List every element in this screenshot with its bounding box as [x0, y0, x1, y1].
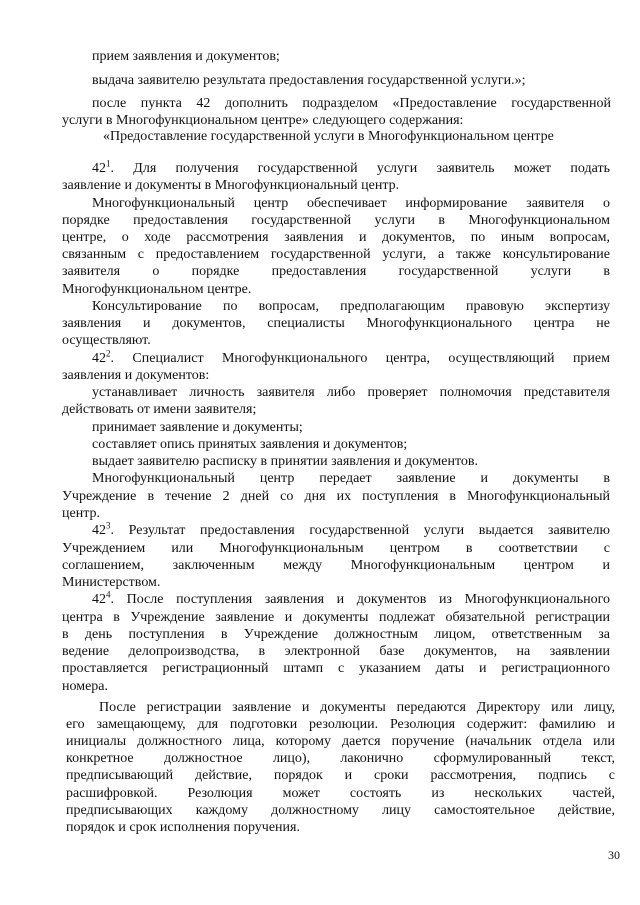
text-line: его замещающему, для подготовки резолюции. Резолюция содержит: фамилию и: [66, 717, 615, 732]
point-number-sup: 3: [106, 520, 111, 531]
point-number-sup: 2: [106, 348, 111, 359]
text-line: расшифровкой. Резолюция может состоять из нескольких частей,: [66, 786, 615, 801]
text-line: заявления и документов:: [62, 368, 210, 383]
text-segment: . После поступления заявления и документов из Многофункционального: [110, 592, 610, 607]
text-segment: . Специалист Многофункционального центра, осуществляющий прием: [110, 351, 610, 366]
text-line: Учреждением или Многофункциональным центром в соответствии с: [62, 541, 610, 556]
point-42-3: [92, 522, 610, 539]
point-42-4: [92, 591, 610, 608]
text-line: заявителя о порядке предоставления государственной услуги в: [62, 264, 610, 279]
text-line: проставляется регистрационный штамп с указанием даты и регистрационного: [62, 661, 610, 676]
text-line: номера.: [62, 679, 109, 694]
text-line: заявления и документов, специалисты Многофункционального центра не: [62, 316, 610, 331]
text-line: Министерством.: [62, 575, 161, 590]
point-number: 42: [92, 523, 106, 538]
text-segment: . Результат предоставления государственной услуги выдается заявителю: [110, 523, 610, 538]
text-line: центре, о ходе рассмотрения заявления и документов, по иным вопросам,: [62, 230, 610, 245]
text-line: соглашением, заключенным между Многофункциональным центром и: [62, 558, 610, 573]
text-line: Многофункциональный центр передает заявление и документы в: [92, 471, 610, 486]
text-line: ведение делопроизводства, в электронной базе документов, на заявлении: [62, 644, 610, 659]
text-line: Многофункциональный центр обеспечивает информирование заявителя о: [92, 196, 610, 211]
point-number: 42: [92, 351, 106, 366]
text-line: После регистрации заявление и документы передаются Директору или лицу,: [99, 700, 615, 715]
point-number: 42: [92, 161, 106, 176]
text-line: прием заявления и документов;: [92, 49, 280, 64]
text-line: предписывающий действие, порядок и сроки рассмотрения, подпись с: [66, 768, 615, 783]
text-line: после пункта 42 дополнить подразделом «Предоставление государственной: [92, 96, 611, 111]
text-line: конкретное должностное лицо), лаконично сформулированный текст,: [66, 751, 615, 766]
point-number-sup: 4: [106, 589, 111, 600]
text-line: заявление и документы в Многофункциональный центр.: [62, 178, 400, 193]
point-number: 42: [92, 592, 106, 607]
text-line: Многофункциональном центре.: [62, 282, 252, 297]
section-heading: «Предоставление государственной услуги в Многофункциональном центре: [103, 129, 554, 144]
text-line: принимает заявление и документы;: [92, 420, 303, 435]
point-42-2: [92, 350, 610, 367]
text-line: связанным с предоставлением государственной услуги, а также консультирование: [62, 247, 610, 262]
text-line: инициалы должностного лица, которому дается поручение (начальник отдела или: [66, 734, 615, 749]
text-line: порядке предоставления государственной услуги в Многофункциональном: [62, 213, 610, 228]
text-line: центр.: [62, 506, 100, 521]
text-line: выдача заявителю результата предоставления государственной услуги.»;: [92, 73, 526, 88]
text-line: Консультирование по вопросам, предполагающим правовую экспертизу: [92, 299, 610, 314]
text-line: осуществляют.: [62, 333, 151, 348]
text-line: выдает заявителю расписку в принятии заявления и документов.: [92, 454, 478, 469]
point-number-sup: 1: [106, 158, 111, 169]
page-number: 30: [608, 848, 620, 862]
text-line: услуги в Многофункциональном центре» следующего содержания:: [62, 113, 464, 128]
text-line: Учреждение в течение 2 дней со дня их поступления в Многофункциональный: [62, 489, 610, 504]
text-line: предписывающих каждому должностному лицу самостоятельное действие,: [66, 803, 615, 818]
text-line: порядок и срок исполнения поручения.: [66, 820, 300, 835]
text-line: устанавливает личность заявителя либо проверяет полномочия представителя: [92, 385, 610, 400]
text-segment: . Для получения государственной услуги заявитель может подать: [110, 161, 610, 176]
text-line: составляет опись принятых заявления и документов;: [92, 437, 408, 452]
point-42-1: [92, 160, 610, 177]
text-line: центра в Учреждение заявление и документы подлежат обязательной регистрации: [62, 610, 610, 625]
text-line: в день поступления в Учреждение должностным лицом, ответственным за: [62, 627, 610, 642]
text-line: действовать от имени заявителя;: [62, 402, 257, 417]
